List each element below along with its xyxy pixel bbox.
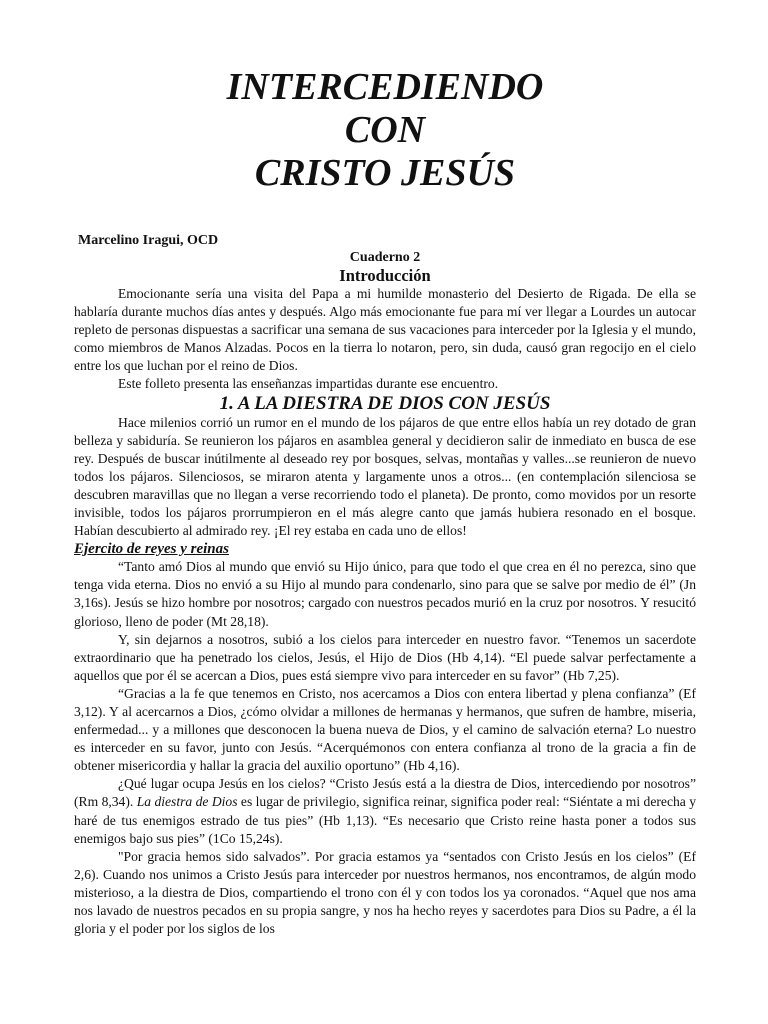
body-paragraph: Y, sin dejarnos a nosotros, subió a los cielos para interceder en nuestro favor. “Tenemos un sacerdote extraordinario que ha penetrado los cielos, Jesús, el Hijo de Dios (Hb 4,14). “El puede salvar perfectamente a aquellos que por él se acercan a Dios, pues está siempre vivo para interceder en su favor” (Hb 7,25). [74,631,696,683]
diestra-text-after: es lugar de privilegio, significa reinar, significa poder real: “Siéntate a mi derecha y haré de tus enemigos estrado de tus pies” (Hb 1,13). “Es necesario que Cristo reine hasta poner a todos sus enemigos bajo sus pies” (1Co 15,24s). [74,794,697,846]
subheading-text: Ejercito de reyes y reinas [74,541,229,558]
section-1-heading: 1. A LA DIESTRA DE DIOS CON JESÚS [219,392,551,414]
document-title [74,66,696,195]
intro-paragraph: Emocionante sería una visita del Papa a mi humilde monasterio del Desierto de Rigada. De ella se hablaría durante muchos días antes y después. Algo más emocionante fue para mí ver llegar a Lourdes un autocar repleto de personas dispuestas a sacrificar una semana de sus vacaciones para interceder por la Iglesia y el mundo, como miembros de Manos Alzadas. Pocos en la tierra lo notaron, pero, sin duda, causó gran regocijo en el cielo entre los que luchan por el reino de Dios. [74,286,696,374]
notebook-number: Cuaderno 2 [349,250,421,265]
title-line-2: CON [344,109,426,151]
intro-heading: Introducción [339,266,431,285]
intro-paragraph: Este folleto presenta las enseñanzas impartidas durante ese encuentro. [118,376,499,392]
title-line-3: CRISTO JESÚS [254,152,516,194]
section-1-paragraph: Hace milenios corrió un rumor en el mundo de los pájaros de que entre ellos había un rey dotado de gran belleza y sabiduría. Se reunieron los pájaros en asamblea general y decidieron salir de inmediato en busca de ese rey. Después de buscar inútilmente al deseado rey por bosques, selvas, montañas y valles...se reunieron de nuevo todos los pájaros. Silenciosos, se miraron atenta y largamente unos a otros... (en contemplación silenciosa se descubren maravillas que no llegan a verse recorriendo todo el planeta). De pronto, como movidos por un resorte invisible, todos los pájaros prorrumpieron en el más alegre canto que jamás hubiera resonado en el bosque. Habían descubierto al admirado rey. ¡El rey estaba en cada uno de ellos! [74,414,696,539]
title-line-1: INTERCEDIENDO [226,66,544,108]
document-page [74,66,696,938]
body-paragraph: “Tanto amó Dios al mundo que envió su Hijo único, para que todo el que crea en él no perezca, sino que tenga vida eterna. Dios no envió a su Hijo al mundo para condenarlo, sino para que se salve por medio de él” (Jn 3,16s). Jesús se hizo hombre por nosotros; cargado con nuestros pecados murió en la cruz por nosotros. Y resucitó glorioso, lleno de poder (Mt 28,18). [74,559,696,629]
body-paragraph-diestra [74,775,696,847]
author: Marcelino Iragui, OCD [78,233,219,248]
body-paragraph: "Por gracia hemos sido salvados”. Por gracia estamos ya “sentados con Cristo Jesús en los cielos” (Ef 2,6). Cuando nos unimos a Cristo Jesús para interceder por nuestros hermanos, nos encontramos, de algún modo misterioso, a la diestra de Dios, compartiendo el trono con él y con todos los ya coronados. “Aquel que nos ama nos lavado de nuestros pecados en su propia sangre, y nos ha hecho reyes y sacerdotes para Dios su Padre, a él la gloria y el poder por los siglos de los [74,848,696,937]
diestra-italic-phrase: La diestra de Dios [136,794,238,810]
diestra-text-before: ¿Qué lugar ocupa Jesús en los cielos? “Cristo Jesús está a la diestra de Dios, intercediendo por nosotros” (Rm 8,34). [74,776,696,810]
subheading [74,540,696,558]
body-paragraph: “Gracias a la fe que tenemos en Cristo, nos acercamos a Dios con entera libertad y plena confianza” (Ef 3,12). Y al acercarnos a Dios, ¿cómo olvidar a millones de hermanas y hermanos, que sufren de hambre, miseria, enfermedad... y a millones que desconocen la buena nueva de Dios, y el camino de salvación eterna? Lo nuestro es interceder en su favor, junto con Jesús. “Acerquémonos con entera confianza al trono de la gracia a fin de obtener misericordia y hallar la gracia del auxilio oportuno” (Hb 4,16). [74,685,696,774]
